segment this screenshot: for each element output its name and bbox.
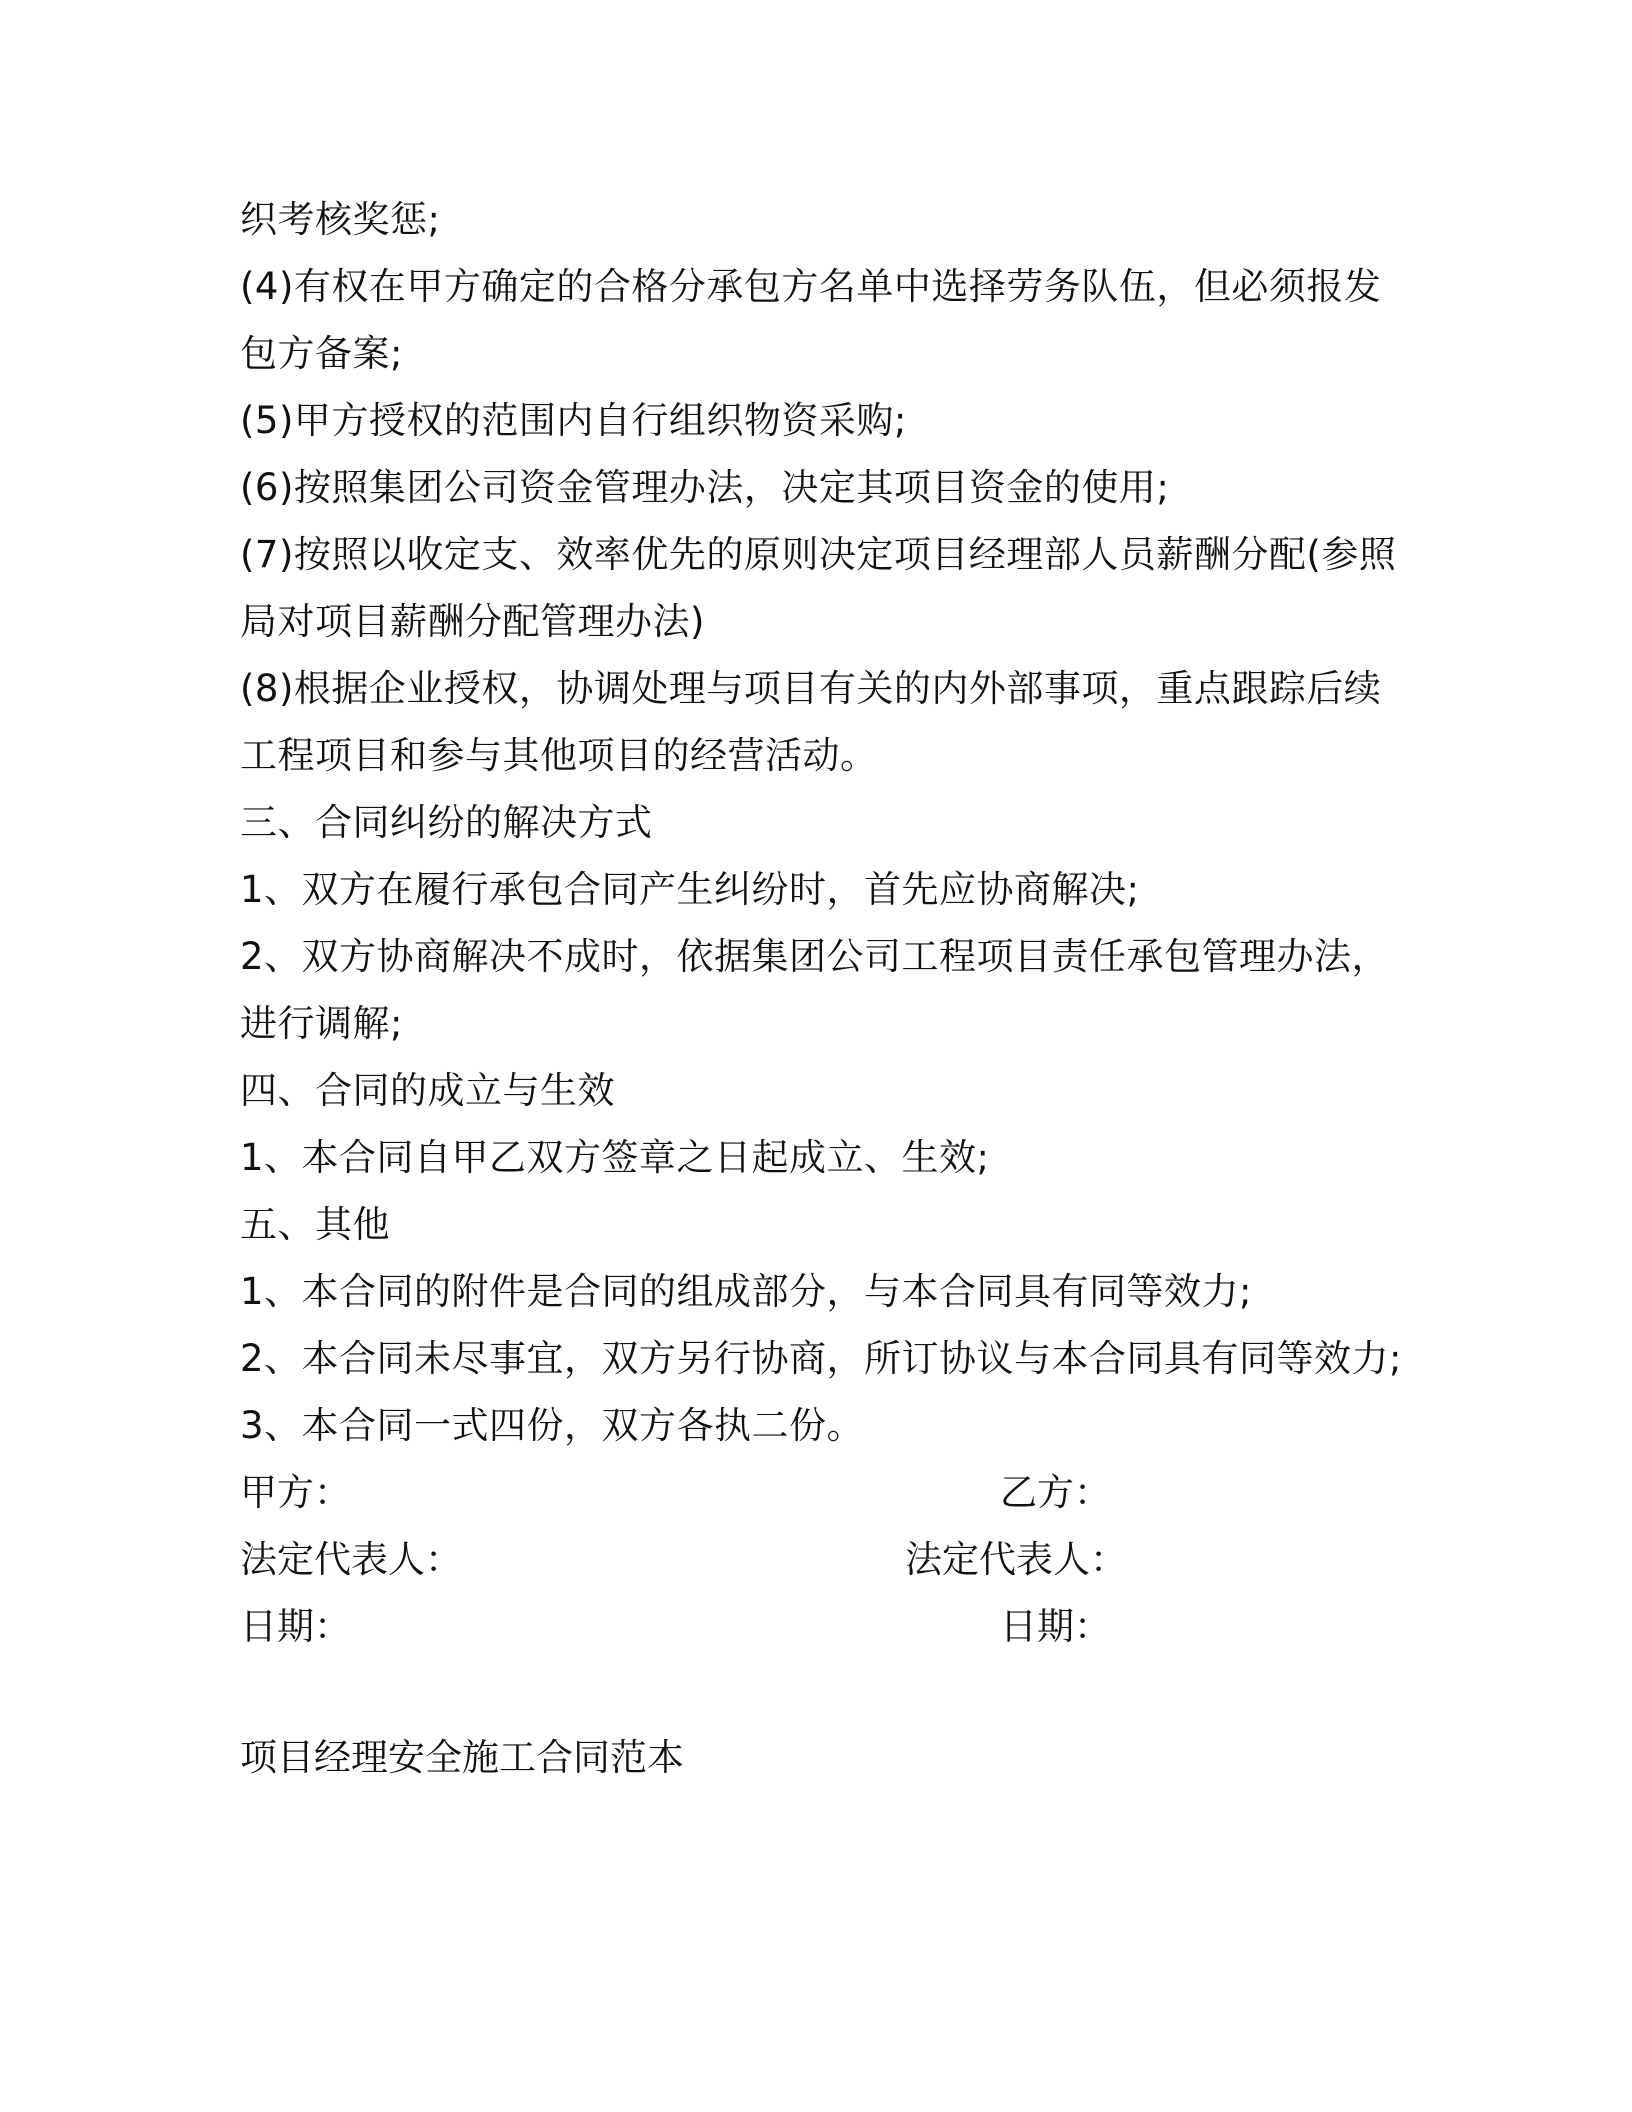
- text-line: 1、双方在履行承包合同产生纠纷时，首先应协商解决;: [240, 868, 1140, 911]
- rep-b-label: 法定代表人：: [905, 1538, 1127, 1581]
- signature-row-date: [240, 1593, 1400, 1660]
- party-a-label: 甲方：: [240, 1471, 351, 1514]
- document-body: [240, 186, 1403, 1660]
- text-line: (6)按照集团公司资金管理办法，决定其项目资金的使用;: [240, 466, 1170, 509]
- text-line: (7)按照以收定支、效率优先的原则决定项目经理部人员薪酬分配(参照: [240, 533, 1397, 576]
- signature-row-representative: [240, 1526, 1400, 1593]
- section-heading: 五、其他: [240, 1203, 390, 1246]
- date-b-label: 日期：: [1000, 1605, 1111, 1648]
- text-line: 局对项目薪酬分配管理办法): [240, 600, 705, 643]
- text-line: 2、双方协商解决不成时，依据集团公司工程项目责任承包管理办法，: [240, 935, 1390, 978]
- text-line: (8)根据企业授权，协调处理与项目有关的内外部事项，重点跟踪后续: [240, 667, 1382, 710]
- signature-row-party: [240, 1459, 1400, 1526]
- text-line: 织考核奖惩;: [240, 198, 441, 241]
- text-line: (5)甲方授权的范围内自行组织物资采购;: [240, 399, 907, 442]
- text-line: (4)有权在甲方确定的合格分承包方名单中选择劳务队伍，但必须报发: [240, 265, 1382, 308]
- text-line: 1、本合同的附件是合同的组成部分，与本合同具有同等效力;: [240, 1270, 1253, 1313]
- text-line: 包方备案;: [240, 332, 403, 375]
- rep-a-label: 法定代表人：: [240, 1538, 462, 1581]
- text-line: 1、本合同自甲乙双方签章之日起成立、生效;: [240, 1136, 990, 1179]
- date-a-label: 日期：: [240, 1605, 351, 1648]
- text-line: 2、本合同未尽事宜，双方另行协商，所订协议与本合同具有同等效力;: [240, 1337, 1403, 1380]
- next-document-title: 项目经理安全施工合同范本: [240, 1736, 684, 1779]
- section-heading: 四、合同的成立与生效: [240, 1069, 615, 1112]
- text-line: 工程项目和参与其他项目的经营活动。: [240, 734, 878, 777]
- text-line: 进行调解;: [240, 1002, 403, 1045]
- party-b-label: 乙方：: [1000, 1471, 1111, 1514]
- section-heading: 三、合同纠纷的解决方式: [240, 801, 653, 844]
- text-line: 3、本合同一式四份，双方各执二份。: [240, 1404, 865, 1447]
